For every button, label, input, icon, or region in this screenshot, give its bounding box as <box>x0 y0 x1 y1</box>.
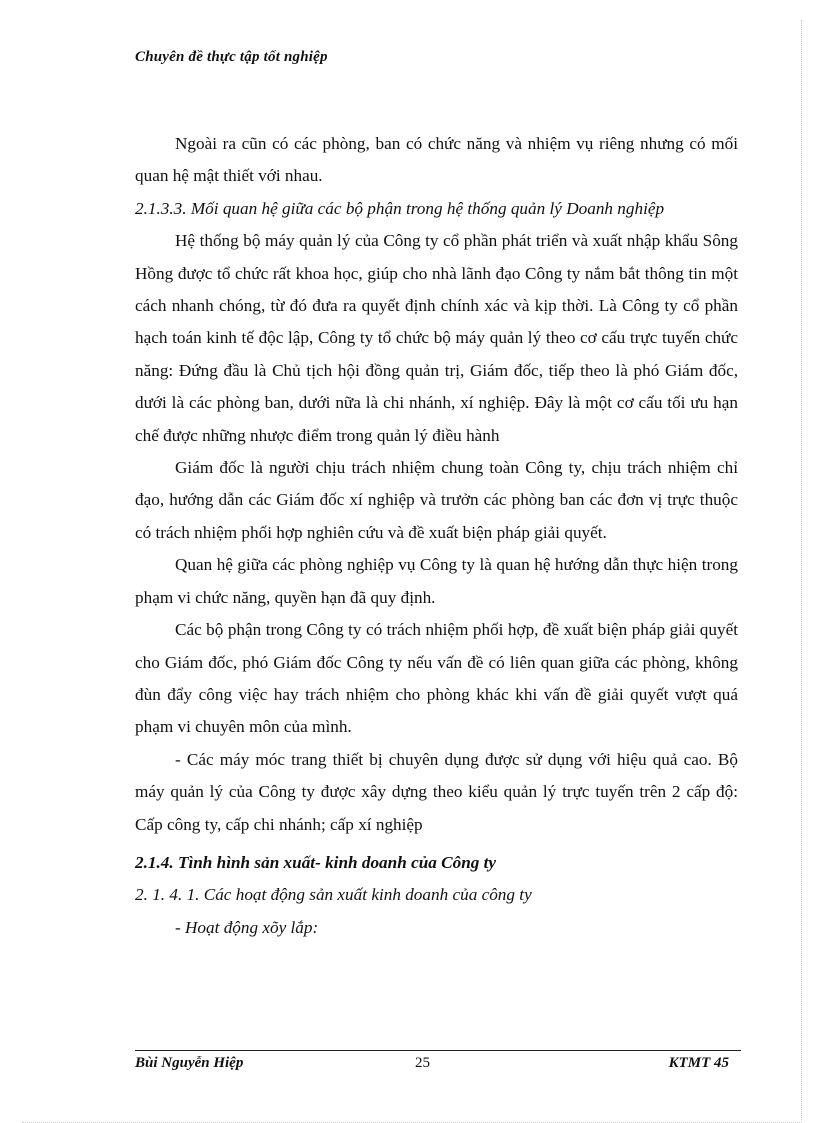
section-heading-2-1-4: 2.1.4. Tình hình sản xuất- kinh doanh của Công ty <box>135 852 497 872</box>
paragraph-equipment: - Các máy móc trang thiết bị chuyên dụng được sử dụng với hiệu quả cao. Bộ máy quản lý của Công ty được xây dựng theo kiểu quản lý trực tuyến trên 2 cấp độ: Cấp công ty, cấp chi nhánh; cấp xí nghiệp <box>135 749 738 834</box>
running-header: Chuyên đề thực tập tốt nghiệp <box>135 49 328 65</box>
paragraph-department-relations: Quan hệ giữa các phòng nghiệp vụ Công ty là quan hệ hướng dẫn thực hiện trong phạm vi chức năng, quyền hạn đã quy định. <box>135 555 738 607</box>
page-footer <box>135 1055 741 1077</box>
page-edge-right <box>801 20 802 1120</box>
section-heading-2-1-4-1: 2. 1. 4. 1. Các hoạt động sản xuất kinh doanh của công ty <box>135 885 532 905</box>
footer-author: Bùi Nguyễn Hiệp <box>135 1055 244 1071</box>
footer-divider <box>135 1050 741 1051</box>
page-body <box>135 128 738 944</box>
paragraph-management-system: Hệ thống bộ máy quản lý của Công ty cổ phần phát triển và xuất nhập khẩu Sông Hồng được tổ chức rất khoa học, giúp cho nhà lãnh đạo Công ty nắm bắt thông tin một cách nhanh chóng, từ đó đưa ra quyết định chính xác và kịp thời. Là Công ty cổ phần hạch toán kinh tế độc lập, Công ty tổ chức bộ máy quản lý theo cơ cấu trực tuyến chức năng: Đứng đầu là Chủ tịch hội đồng quản trị, Giám đốc, tiếp theo là phó Giám đốc, dưới là các phòng ban, dưới nữa là chi nhánh, xí nghiệp. Đây là một cơ cấu tối ưu hạn chế được những nhược điểm trong quản lý điều hành <box>135 231 738 445</box>
paragraph-director-role: Giám đốc là người chịu trách nhiệm chung toàn Công ty, chịu trách nhiệm chỉ đạo, hướng dẫn các Giám đốc xí nghiệp và trưởn các phòng ban các đơn vị trực thuộc có trách nhiệm phối hợp nghiên cứu và đề xuất biện pháp giải quyết. <box>135 458 738 542</box>
section-heading-2-1-3-3: 2.1.3.3. Mối quan hệ giữa các bộ phận trong hệ thống quản lý Doanh nghiệp <box>135 198 665 218</box>
footer-class-code: KTMT 45 <box>668 1055 729 1071</box>
list-item-construction: - Hoạt động xõy lắp: <box>175 917 319 937</box>
page-number: 25 <box>415 1055 430 1071</box>
paragraph-departments: Ngoài ra cũn có các phòng, ban có chức năng và nhiệm vụ riêng nhưng có mối quan hệ mật thiết với nhau. <box>135 134 738 186</box>
paragraph-unit-coordination: Các bộ phận trong Công ty có trách nhiệm phối hợp, đề xuất biện pháp giải quyết cho Giám đốc, phó Giám đốc Công ty nếu vấn đề có liên quan giữa các phòng, không đùn đẩy công việc hay trách nhiệm cho phòng khác khi vấn đề giải quyết vượt quá phạm vi chuyên môn của mình. <box>135 620 738 737</box>
